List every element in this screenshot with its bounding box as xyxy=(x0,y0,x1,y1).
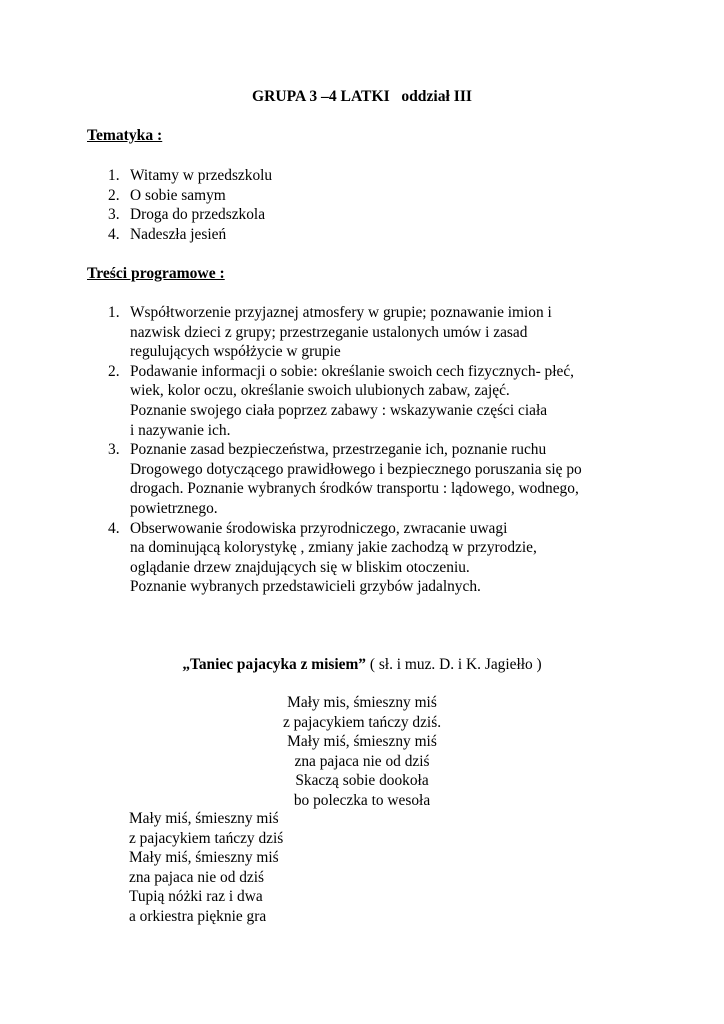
song-stanza-1 xyxy=(262,693,462,811)
list-item xyxy=(87,166,272,186)
verse-line: bo poleczka to wesoła xyxy=(293,791,431,809)
list-item-number: 4. xyxy=(108,519,120,537)
list-item-line: Poznanie wybranych przedstawicieli grzybów jadalnych. xyxy=(130,578,481,596)
verse-line: Mały miś, śmieszny miś xyxy=(129,849,279,867)
list-item xyxy=(87,362,582,440)
list-item-line: Obserwowanie środowiska przyrodniczego, zwracanie uwagi xyxy=(130,519,508,537)
verse-line: zna pajaca nie od dziś xyxy=(294,752,430,770)
list-item-line: i nazywanie ich. xyxy=(130,421,231,439)
verse-line: Tupią nóżki raz i dwa xyxy=(129,888,263,906)
list-item-number: 4. xyxy=(108,225,120,243)
verse-line: Mały miś, śmieszny miś xyxy=(287,733,437,751)
list-item-line: drogach. Poznanie wybranych środków transportu : lądowego, wodnego, xyxy=(130,480,579,498)
list-item-line: wiek, kolor oczu, określanie swoich ulubionych zabaw, zajęć. xyxy=(130,382,510,400)
list-item-text: Nadeszła jesień xyxy=(130,225,227,243)
song-title: „Taniec pajacyka z misiem” xyxy=(182,656,366,673)
list-item-line: oglądanie drzew znajdujących się w bliskim otoczeniu. xyxy=(130,558,470,576)
list-item-text: O sobie samym xyxy=(130,186,226,204)
list-item-line: powietrznego. xyxy=(130,499,218,517)
list-item-line: Poznanie zasad bezpieczeństwa, przestrzeganie ich, poznanie ruchu xyxy=(130,441,547,459)
list-item-text: Droga do przedszkola xyxy=(130,206,266,224)
list-item-line: Poznanie swojego ciała poprzez zabawy : wskazywanie części ciała xyxy=(130,401,548,419)
list-item-number: 3. xyxy=(108,441,120,459)
verse-line: Skaczą sobie dookoła xyxy=(295,772,429,790)
list-item-number: 2. xyxy=(108,186,120,204)
list-item-line: na dominującą kolorystykę , zmiany jakie zachodzą w przyrodzie, xyxy=(130,539,537,557)
verse-line: z pajacykiem tańczy dziś. xyxy=(282,713,442,731)
list-item xyxy=(87,225,272,245)
list-item xyxy=(87,519,582,597)
verse-line: a orkiestra pięknie gra xyxy=(129,907,267,925)
list-item-line: Współtworzenie przyjaznej atmosfery w grupie; poznawanie imion i xyxy=(130,304,552,321)
list-item xyxy=(87,440,582,518)
list-item xyxy=(87,186,272,206)
tematyka-heading: Tematyka : xyxy=(87,127,163,144)
verse-line: Mały miś, śmieszny miś xyxy=(129,810,279,827)
list-item xyxy=(87,205,272,225)
list-item-line: Drogowego dotyczącego prawidłowego i bezpiecznego poruszania się po xyxy=(130,460,582,478)
list-item-number: 1. xyxy=(108,304,120,321)
verse-line: zna pajaca nie od dziś xyxy=(129,868,265,886)
list-item-number: 3. xyxy=(108,206,120,224)
page-title: GRUPA 3 –4 LATKI oddział III xyxy=(252,88,472,105)
tresci-heading: Treści programowe : xyxy=(87,265,225,282)
verse-line: Mały mis, śmieszny miś xyxy=(287,694,437,711)
song-heading xyxy=(0,655,724,675)
song-credits: ( sł. i muz. D. i K. Jagiełło ) xyxy=(366,656,542,673)
list-item-number: 1. xyxy=(108,167,120,184)
list-item-number: 2. xyxy=(108,362,120,380)
song-stanza-2 xyxy=(129,809,283,927)
list-item xyxy=(87,303,582,362)
list-item-line: regulujących współżycie w grupie xyxy=(130,343,341,361)
list-item-line: Podawanie informacji o sobie: określanie swoich cech fizycznych- płeć, xyxy=(130,362,575,380)
tresci-list xyxy=(87,303,582,597)
list-item-line: nazwisk dzieci z grupy; przestrzeganie ustalonych umów i zasad xyxy=(130,323,528,341)
verse-line: z pajacykiem tańczy dziś xyxy=(129,829,284,847)
tematyka-list xyxy=(87,166,272,244)
list-item-text: Witamy w przedszkolu xyxy=(130,167,273,184)
